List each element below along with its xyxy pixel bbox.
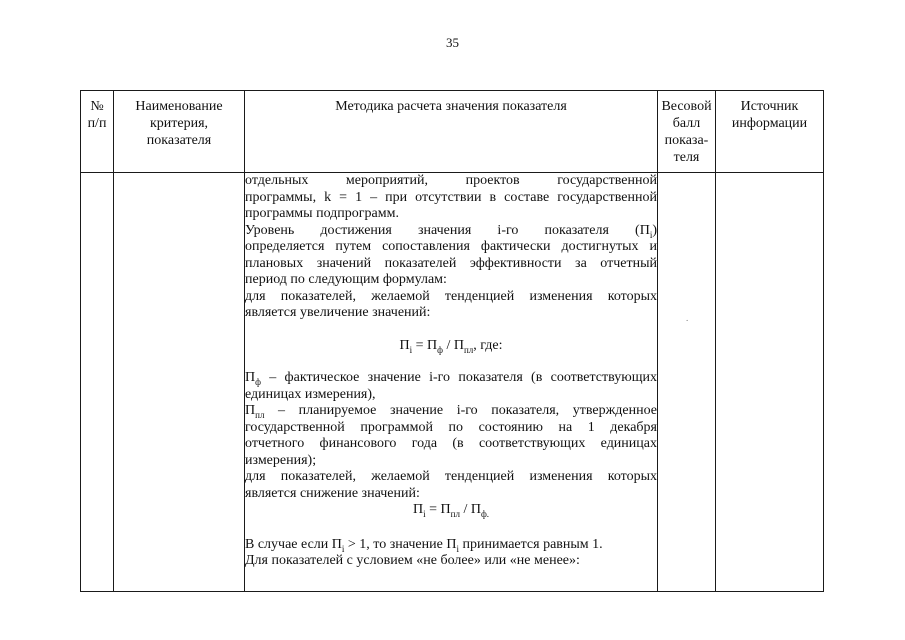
- cell-criterion-name: [114, 173, 245, 592]
- cell-number: [81, 173, 114, 592]
- page-number: 35: [446, 35, 459, 50]
- table-header-row: [81, 91, 824, 173]
- cell-method: отдельных мероприятий, проектов государственной программы, k = 1 – при отсутствии в составе государственной программы подпрограмм. Уровень достижения значения i-го показателя $(П_i)$ определяется путем сопоставления фактически достигнутых и плановых значений показателей эффективности за отчетный период по следующим формулам: для показателей, желаемой тенденцией изменения которых является увеличение значений: $П_i = П_ф / П_{пл}$, где: $П_ф$ – фактическое значение i-го показателя (в соответствующих единицах измерения), $П_{пл}$ – планируемое значение i-го показателя, утвержденное государственной программой по состоянию на 1 декабря отчетного финансового года (в соответствующих единицах измерения); для показателей, желаемой тенденцией изменения которых является снижение значений: $П_i = П_{пл} / П_{ф.}$ В случае если $П_i > 1$, то значение $П_i$ принимается равным 1. Для показателей с условием «не более» или «не менее»:: [245, 173, 658, 592]
- header-criterion-name: Наименование критерия, показателя: [114, 91, 245, 173]
- header-method: Методика расчета значения показателя: [245, 91, 658, 173]
- definition-actual: $П_ф$ – фактическое значение i-го показателя (в соответствующих: [245, 370, 657, 387]
- header-weight: Весовой балл показа- теля: [658, 91, 716, 173]
- cell-source: [716, 173, 824, 592]
- weight-mark: .: [686, 313, 689, 323]
- table-row: [81, 173, 824, 592]
- formula-increase: $П_i = П_ф / П_{пл}$, где:: [399, 337, 503, 355]
- formula-decrease: $П_i = П_{пл} / П_{ф.}$: [412, 502, 490, 519]
- header-number: № п/п: [81, 91, 114, 173]
- cell-weight: [658, 173, 716, 592]
- condition-line: В случае если $П_i > 1$, то значение $П_i$ принимается равным 1.: [245, 536, 603, 554]
- definition-planned: $П_{пл}$ – планируемое значение i-го показателя, утвержденное: [245, 403, 657, 420]
- achievement-level-line: Уровень достижения значения i-го показателя $(П_i)$: [245, 222, 657, 240]
- criteria-table: [80, 90, 824, 592]
- header-source: Источник информации: [716, 91, 824, 173]
